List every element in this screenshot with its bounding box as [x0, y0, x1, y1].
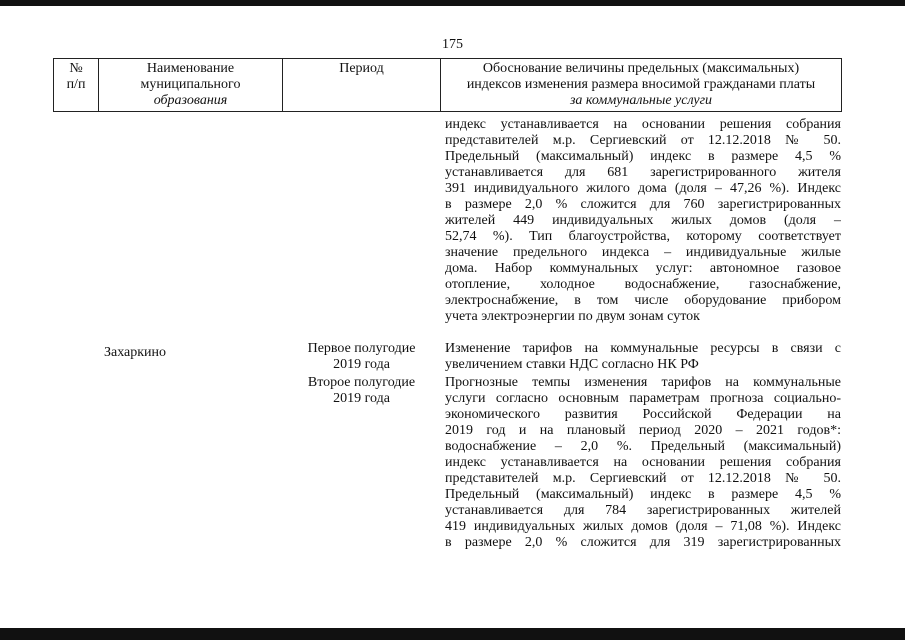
text-line: индекс устанавливается на основании решения собрания [445, 117, 841, 132]
text-line: индекс устанавливается на основании решения собрания [445, 455, 841, 470]
table-right-border [841, 58, 842, 112]
period-first-half-line-2: 2019 года [333, 357, 390, 372]
period-second-half-line-2: 2019 года [333, 391, 390, 406]
header-justification-line-1: Обоснование величины предельных (максимальных) [482, 61, 800, 76]
text-line: значение предельного индекса – индивидуальные жилые [445, 245, 841, 260]
header-period [283, 61, 440, 77]
period-second-half [283, 375, 440, 407]
text-line: в размере 2,0 % сложится для 760 зарегистрированных [445, 197, 841, 212]
text-line: отопление, холодное водоснабжение, газоснабжение, [445, 277, 841, 292]
header-municipality-line-2: муниципального [140, 77, 241, 92]
text-line: в размере 2,0 % сложится для 319 зарегистрированных [445, 535, 841, 550]
text-line: учета электроэнергии по двум зонам суток [445, 309, 700, 324]
header-period-line-1: Период [339, 61, 384, 76]
text-line: 391 индивидуального жилого дома (доля – 47,26 %). Индекс [445, 181, 841, 196]
text-line: представителей м.р. Сергиевский от 12.12.2018 № 50. [445, 471, 841, 486]
municipality-name: Захаркино [104, 345, 167, 360]
text-line: устанавливается для 784 зарегистрированных жителей [445, 503, 841, 518]
period-first-half [283, 341, 440, 373]
text-line: Предельный (максимальный) индекс в размере 4,5 % [445, 149, 841, 164]
text-line: жителей 449 индивидуальных жилых домов (доля – [445, 213, 841, 228]
header-municipality-line-1: Наименование [146, 61, 235, 76]
scan-border-bottom [0, 628, 905, 640]
text-line: Предельный (максимальный) индекс в размере 4,5 % [445, 487, 841, 502]
table-header-bottom-border [53, 111, 842, 112]
text-line: увеличением ставки НДС согласно НК РФ [445, 357, 699, 372]
text-line: 2019 год и на плановый период 2020 – 2021 годов*: [445, 423, 841, 438]
text-line: 52,74 %). Тип благоустройства, которому соответствует [445, 229, 841, 244]
header-number-line-1: № [69, 61, 83, 76]
text-line: водоснабжение – 2,0 %. Предельный (максимальный) [445, 439, 841, 454]
scan-border-top [0, 0, 905, 6]
text-line: услуги согласно основным параметрам прогноза социально- [445, 391, 841, 406]
period-first-half-line-1: Первое полугодие [307, 341, 416, 356]
header-municipality-line-3: образования [153, 93, 228, 108]
header-number-line-2: п/п [66, 77, 86, 92]
period-second-half-line-1: Второе полугодие [307, 375, 416, 390]
text-line: дома. Набор коммунальных услуг: автономное газовое [445, 261, 841, 276]
header-number [54, 61, 98, 93]
text-line: 419 индивидуальных жилых домов (доля – 71,08 %). Индекс [445, 519, 841, 534]
text-line: представителей м.р. Сергиевский от 12.12.2018 № 50. [445, 133, 841, 148]
header-justification-line-2: индексов изменения размера вносимой гражданами платы [466, 77, 816, 92]
text-line: устанавливается для 681 зарегистрированного жителя [445, 165, 841, 180]
header-justification-line-3: за коммунальные услуги [569, 93, 713, 108]
header-justification [441, 61, 841, 109]
text-line: экономического развития Российской Федерации на [445, 407, 841, 422]
page-number: 175 [442, 37, 463, 52]
header-municipality [99, 61, 282, 109]
text-line: Прогнозные темпы изменения тарифов на коммунальные [445, 375, 841, 390]
text-line: Изменение тарифов на коммунальные ресурсы в связи с [445, 341, 841, 356]
table-top-border [53, 58, 842, 59]
text-line: электроснабжение, в том числе оборудование прибором [445, 293, 841, 308]
